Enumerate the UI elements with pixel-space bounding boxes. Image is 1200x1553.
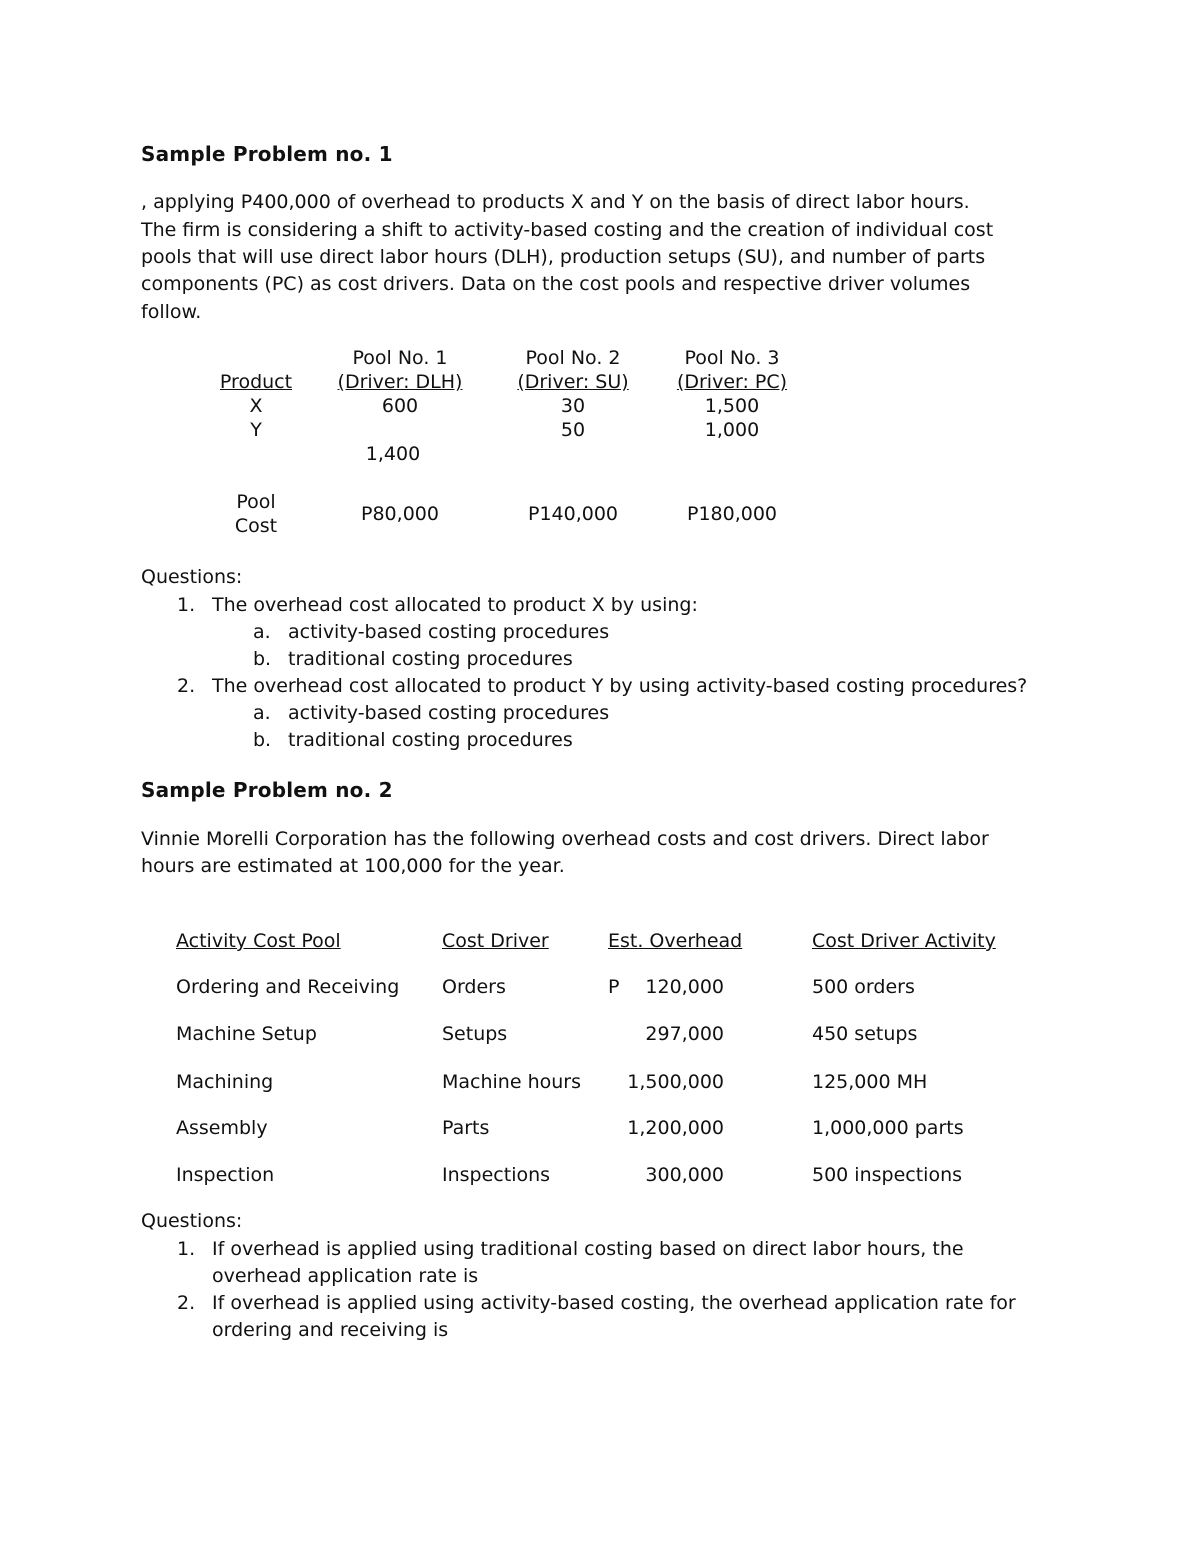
header-est-overhead: Est. Overhead — [608, 930, 743, 952]
problem-1-intro-line-5: follow. — [141, 301, 202, 323]
cell-pool: Inspection — [176, 1164, 275, 1186]
question-line: If overhead is applied using activity-based costing, the overhead application rate for — [212, 1292, 1016, 1314]
product-column-header: Product — [219, 371, 293, 393]
problem-1-intro-line-1: , applying P400,000 of overhead to products X and Y on the basis of direct labor hours. — [141, 191, 970, 213]
problem-1-intro-line-4: components (PC) as cost drivers. Data on the cost pools and respective driver volumes — [141, 273, 971, 295]
pool-1-title: Pool No. 1 — [352, 347, 448, 369]
row-x-pool-2: 30 — [560, 395, 586, 417]
list-item — [141, 1236, 1081, 1290]
list-item — [141, 619, 1081, 646]
pool-cost-label-line-1: Pool — [236, 491, 276, 513]
row-y-pool-1: 1,400 — [365, 443, 421, 465]
cell-activity: 450 setups — [812, 1023, 918, 1045]
cell-driver: Parts — [442, 1117, 490, 1139]
problem-2-question-list — [141, 1236, 1081, 1344]
problem-1-question-list — [141, 592, 1081, 754]
problem-1-heading: Sample Problem no. 1 — [141, 142, 393, 166]
pool-cost-label-line-2: Cost — [234, 515, 278, 537]
pool-1-cost: P80,000 — [361, 503, 439, 525]
question-text: The overhead cost allocated to product Y by using activity-based costing procedures? — [212, 675, 1028, 697]
question-line: If overhead is applied using traditional costing based on direct labor hours, the — [212, 1238, 964, 1260]
cell-pool: Ordering and Receiving — [176, 976, 400, 998]
sub-text: traditional costing procedures — [288, 648, 573, 670]
cell-pool: Machining — [176, 1071, 274, 1093]
cell-overhead: 1,200,000 — [627, 1117, 724, 1139]
cell-overhead: 120,000 — [645, 976, 724, 998]
sub-text: activity-based costing procedures — [288, 621, 610, 643]
sub-text: traditional costing procedures — [288, 729, 573, 751]
question-text: The overhead cost allocated to product X by using: — [212, 594, 698, 616]
cell-driver: Inspections — [442, 1164, 551, 1186]
pool-3-driver: (Driver: PC) — [676, 371, 788, 393]
problem-2-intro-line-1: Vinnie Morelli Corporation has the following overhead costs and cost drivers. Direct labor — [141, 828, 989, 850]
cell-activity: 1,000,000 parts — [812, 1117, 964, 1139]
cell-driver: Machine hours — [442, 1071, 581, 1093]
question-number: 1. — [177, 594, 196, 616]
pool-2-title: Pool No. 2 — [525, 347, 621, 369]
cell-overhead: 297,000 — [645, 1023, 724, 1045]
row-y-pool-2: 50 — [560, 419, 586, 441]
list-item — [141, 592, 1081, 673]
list-item — [141, 673, 1081, 754]
problem-1-questions-label: Questions: — [141, 566, 243, 588]
problem-2-intro-line-2: hours are estimated at 100,000 for the year. — [141, 855, 565, 877]
cell-activity: 125,000 MH — [812, 1071, 928, 1093]
question-number: 2. — [177, 1292, 196, 1314]
sub-letter: b. — [253, 648, 272, 670]
row-x-pool-1: 600 — [381, 395, 419, 417]
list-item — [141, 646, 1081, 673]
sub-letter: b. — [253, 729, 272, 751]
cell-overhead: 300,000 — [645, 1164, 724, 1186]
row-x-pool-3: 1,500 — [704, 395, 760, 417]
row-x-product: X — [249, 395, 263, 417]
cell-overhead: 1,500,000 — [627, 1071, 724, 1093]
currency-symbol: P — [608, 976, 620, 998]
list-item — [141, 1290, 1081, 1344]
cell-driver: Orders — [442, 976, 506, 998]
sub-text: activity-based costing procedures — [288, 702, 610, 724]
cell-activity: 500 inspections — [812, 1164, 963, 1186]
problem-2-heading: Sample Problem no. 2 — [141, 778, 393, 802]
cell-pool: Machine Setup — [176, 1023, 317, 1045]
header-cost-driver-activity: Cost Driver Activity — [812, 930, 996, 952]
question-line: overhead application rate is — [212, 1265, 479, 1287]
pool-2-cost: P140,000 — [527, 503, 619, 525]
row-y-product: Y — [250, 419, 262, 441]
problem-1-intro-line-2: The firm is considering a shift to activity-based costing and the creation of individual cost — [141, 219, 994, 241]
row-y-pool-3: 1,000 — [704, 419, 760, 441]
list-item — [141, 700, 1081, 727]
sub-letter: a. — [253, 702, 271, 724]
header-cost-driver: Cost Driver — [442, 930, 549, 952]
cell-driver: Setups — [442, 1023, 508, 1045]
question-number: 1. — [177, 1238, 196, 1260]
cell-activity: 500 orders — [812, 976, 915, 998]
sub-letter: a. — [253, 621, 271, 643]
cell-pool: Assembly — [176, 1117, 268, 1139]
list-item — [141, 727, 1081, 754]
question-number: 2. — [177, 675, 196, 697]
problem-2-questions-label: Questions: — [141, 1210, 243, 1232]
problem-1-intro-line-3: pools that will use direct labor hours (DLH), production setups (SU), and number of parts — [141, 246, 986, 268]
pool-1-driver: (Driver: DLH) — [337, 371, 463, 393]
question-line: ordering and receiving is — [212, 1319, 449, 1341]
pool-3-title: Pool No. 3 — [684, 347, 780, 369]
header-activity-cost-pool: Activity Cost Pool — [176, 930, 341, 952]
pool-2-driver: (Driver: SU) — [517, 371, 629, 393]
pool-3-cost: P180,000 — [686, 503, 778, 525]
